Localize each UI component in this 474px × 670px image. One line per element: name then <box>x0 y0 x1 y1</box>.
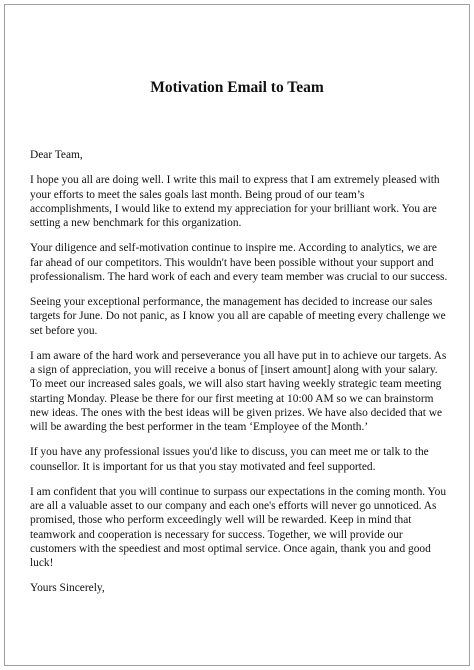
paragraph-1: I hope you all are doing well. I write this mail to express that I am extremely pleased with your efforts to meet the sales goals last month. Being proud of our team’s accomplishments, I would like to extend my appreciation for your brilliant work. You are setting a new benchmark for this organization. <box>30 174 440 229</box>
paragraph-4: I am aware of the hard work and perseverance you all have put in to achieve our targets. As a sign of appreciation, you will receive a bonus of [insert amount] along with your salary. To meet our increased sales goals, we will also start having weekly strategic team meeting starting Monday. Please be there for our first meeting at 10:00 AM so we can brainstorm new ideas. The ones with the best ideas will be given prizes. We have also decided that we will be awarding the best performer in the team ‘Employee of the Month.’ <box>30 349 447 433</box>
paragraph-5: If you have any professional issues you'd like to discuss, you can meet me or talk to the counsellor. It is important for us that you stay motivated and feel supported. <box>30 446 429 473</box>
letter-body <box>30 148 448 607</box>
salutation: Dear Team, <box>30 149 83 161</box>
paragraph-3: Seeing your exceptional performance, the management has decided to increase our sales targets for June. Do not panic, as I know you all are capable of meeting every challenge we set before you. <box>30 296 446 337</box>
paragraph-2: Your diligence and self-motivation continue to inspire me. According to analytics, we are far ahead of our competitors. This wouldn't have been possible without your support and professionalism. The hard work of each and every team member was crucial to our success. <box>30 242 448 283</box>
paragraph-6: I am confident that you will continue to surpass our expectations in the coming month. You are all a valuable asset to our company and each one's efforts will never go unnoticed. As promised, those who perform exceedingly well will be rewarded. Keep in mind that teamwork and cooperation is necessary for success. Together, we will provide our customers with the speediest and most optimal service. Once again, thank you and good luck! <box>30 485 447 569</box>
closing: Yours Sincerely, <box>30 582 105 595</box>
document-title: Motivation Email to Team <box>150 79 324 96</box>
